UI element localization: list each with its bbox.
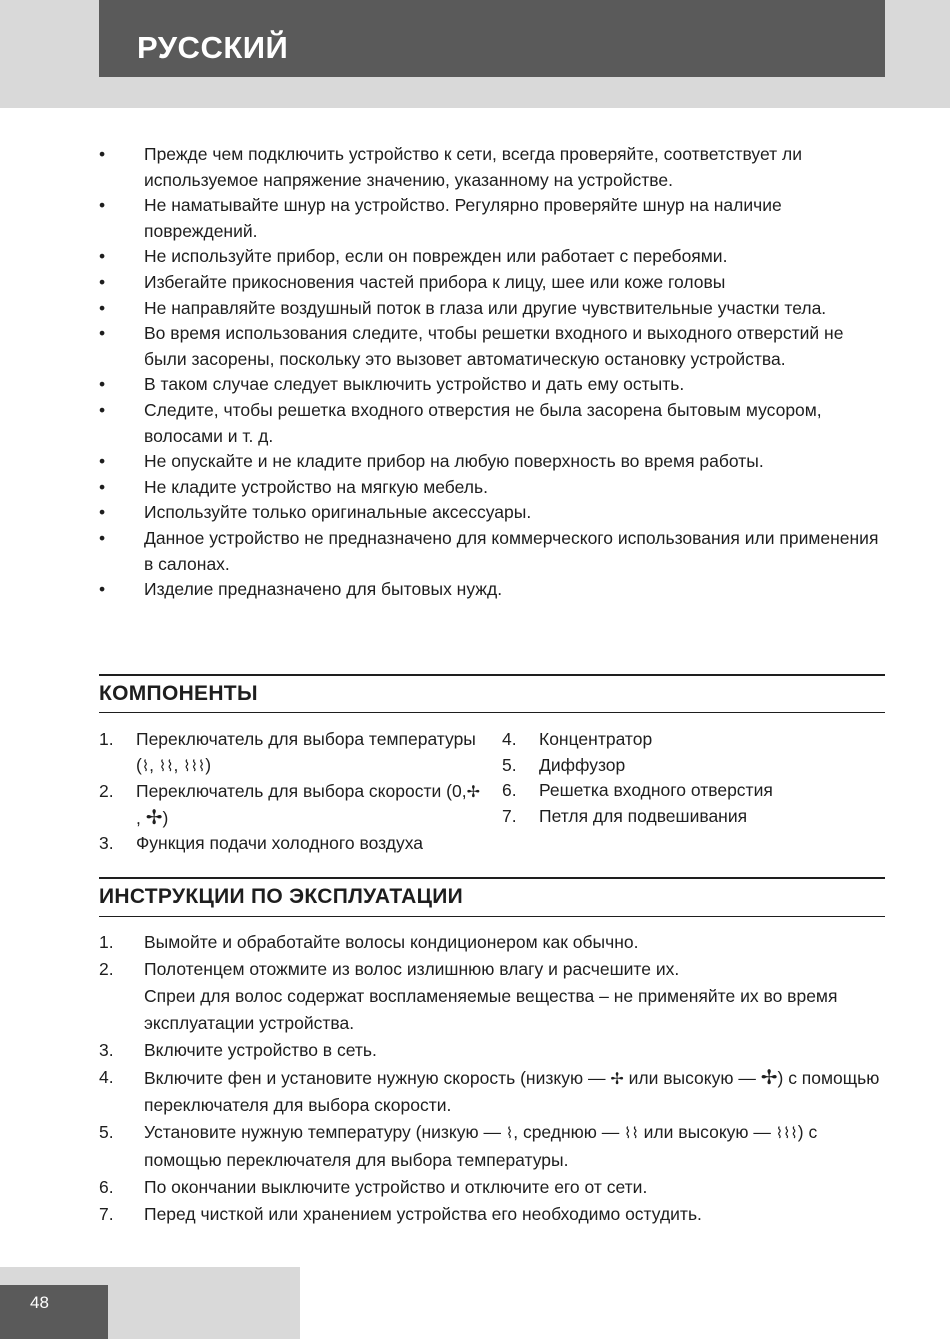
list-item: 5. Установите нужную температуру (низкую — ⌇, среднюю — ⌇⌇ или высокую — ⌇⌇⌇) с помощью переключателя для выбора температуры. — [99, 1122, 818, 1170]
list-item: 2. Переключатель для выбора скорости (0,✢ , ✢) — [99, 781, 480, 829]
bullet: • — [99, 374, 106, 395]
bullet: • — [99, 476, 106, 497]
list-item: • Не кладите устройство на мягкую мебель. — [99, 475, 889, 501]
list-item: 2. Полотенцем отожмите из волос излишнюю влагу и расчешите их. Спреи для волос содержат воспламеняемые вещества – не применяйте их во время эксплуатации устройства. — [99, 959, 838, 1033]
language-header — [99, 0, 885, 77]
list-item: • Не наматывайте шнур на устройство. Регулярно проверяйте шнур на наличие повреждений. — [99, 195, 782, 241]
list-item: 6. Решетка входного отверстия — [502, 780, 773, 801]
list-item: 1. Переключатель для выбора температуры (⌇, ⌇⌇, ⌇⌇⌇) — [99, 729, 476, 775]
page-number-box — [0, 1285, 108, 1339]
heat-medium-icon: ⌇⌇ — [624, 1124, 639, 1142]
list-item: • В таком случае следует выключить устройство и дать ему остыть. — [99, 372, 889, 398]
heat-high-icon: ⌇⌇⌇ — [775, 1124, 798, 1142]
bullet: • — [99, 323, 106, 344]
language-title: РУССКИЙ — [137, 30, 289, 65]
bullet: • — [99, 271, 106, 292]
fan-high-icon: ✢ — [145, 804, 163, 829]
list-item: 3. Функция подачи холодного воздуха — [99, 833, 424, 854]
list-item: 7. Петля для подвешивания — [502, 805, 748, 826]
list-item: • Не направляйте воздушный поток в глаза или другие чувствительные участки тела. — [99, 296, 889, 322]
list-item: • Изделие предназначено для бытовых нужд. — [99, 577, 889, 603]
list-item: • Используйте только оригинальные аксессуары. — [99, 500, 889, 526]
bullet: • — [99, 399, 106, 420]
section-title: ИНСТРУКЦИИ ПО ЭКСПЛУАТАЦИИ — [99, 885, 464, 908]
bullet: • — [99, 144, 106, 164]
bullet: • — [99, 579, 106, 600]
list-item: 4. Концентратор — [502, 729, 653, 749]
fan-high-icon: ✢ — [760, 1065, 778, 1089]
section-title: КОМПОНЕНТЫ — [99, 682, 258, 705]
bullet: • — [99, 527, 106, 548]
list-item: • Следите, чтобы решетка входного отверстия не была засорена бытовым мусором, волосами и т. д. — [99, 399, 822, 446]
list-item: • Не используйте прибор, если он поврежден или работает с перебоями. — [99, 244, 889, 270]
list-item: 3. Включите устройство в сеть. — [99, 1040, 377, 1060]
components-heading — [99, 674, 885, 713]
list-item: 7. Перед чисткой или хранением устройства его необходимо остудить. — [99, 1204, 702, 1224]
bullet: • — [99, 195, 106, 216]
heat-low-icon: ⌇ — [505, 1124, 514, 1142]
components-list-right — [502, 727, 882, 829]
bullet: • — [99, 246, 106, 267]
list-item: 6. По окончании выключите устройство и отключите его от сети. — [99, 1177, 648, 1197]
page-number: 48 — [30, 1293, 49, 1312]
list-item: • Избегайте прикосновения частей прибора к лицу, шее или коже головы — [99, 270, 889, 296]
heat-low-icon: ⌇ — [141, 756, 150, 775]
list-item: • Не опускайте и не кладите прибор на любую поверхность во время работы. — [99, 449, 889, 475]
instructions-list — [99, 929, 889, 1228]
safety-list — [99, 142, 889, 603]
list-item: 4. Включите фен и установите нужную скорость (низкую — ✢ или высокую — ✢) с помощью переключателя для выбора скорости. — [99, 1065, 880, 1115]
bullet: • — [99, 451, 106, 472]
list-item: • Данное устройство не предназначено для коммерческого использования или применения в салонах. — [99, 527, 879, 574]
components-list-left — [99, 727, 489, 857]
fan-low-icon: ✢ — [466, 782, 480, 802]
list-item: 1. Вымойте и обработайте волосы кондиционером как обычно. — [99, 932, 639, 952]
instructions-heading — [99, 877, 885, 917]
list-item: • Прежде чем подключить устройство к сети, всегда проверяйте, соответствует ли используемое напряжение значению, указанному на устройстве. — [99, 144, 802, 190]
heat-high-icon: ⌇⌇⌇ — [183, 756, 206, 775]
fan-low-icon: ✢ — [610, 1069, 624, 1088]
list-item: • Во время использования следите, чтобы решетки входного и выходного отверстий не были засорены, поскольку это вызовет автоматическую остановку устройства. — [99, 323, 844, 369]
bullet: • — [99, 297, 106, 318]
list-item: 5. Диффузор — [502, 754, 626, 775]
bullet: • — [99, 502, 106, 523]
warning-note: Спреи для волос содержат воспламеняемые вещества – не применяйте их во время эксплуатации устройства. — [144, 986, 838, 1033]
heat-medium-icon: ⌇⌇ — [158, 756, 174, 775]
